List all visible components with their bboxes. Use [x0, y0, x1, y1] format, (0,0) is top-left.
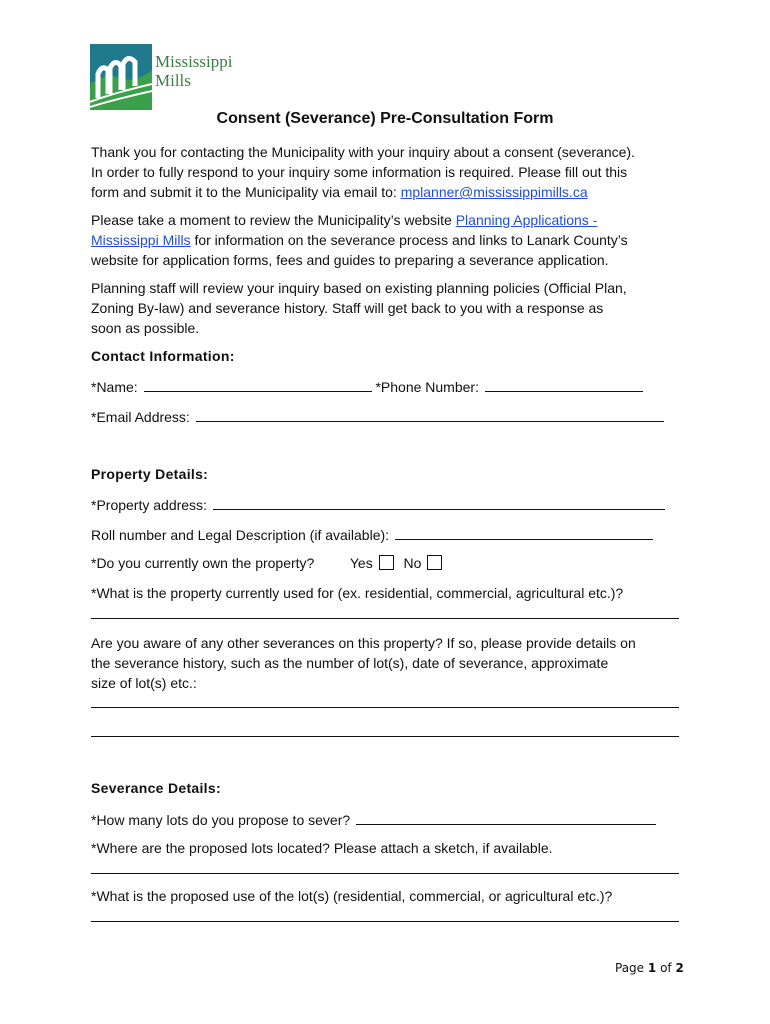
- name-phone-row: [91, 377, 643, 395]
- current-page: 1: [647, 961, 657, 975]
- lots-location-field[interactable]: [91, 873, 679, 874]
- planning-applications-link-cont[interactable]: Mississippi Mills: [91, 232, 191, 248]
- intro-line-3: form and submit it to the Municipality via email to: mplanner@mississippimills.ca: [91, 184, 588, 200]
- email-label: *Email Address:: [91, 409, 190, 425]
- contact-heading: Contact Information:: [91, 348, 235, 364]
- review-line-1: Please take a moment to review the Municipality’s website Planning Applications -: [91, 212, 598, 228]
- logo-wordmark: [155, 52, 232, 90]
- other-severances-question: [91, 633, 691, 693]
- phone-label: *Phone Number:: [375, 379, 479, 395]
- other-severances-field-1[interactable]: [91, 707, 679, 708]
- severance-heading: Severance Details:: [91, 780, 221, 796]
- logo-line-1: Mississippi: [155, 52, 233, 71]
- phone-field[interactable]: [485, 377, 643, 392]
- other-line-1: Are you aware of any other severances on this property? If so, please provide details on: [91, 635, 636, 651]
- other-line-2: the severance history, such as the number of lot(s), date of severance, approximate: [91, 655, 609, 671]
- other-severances-field-2[interactable]: [91, 736, 679, 737]
- lots-row: [91, 810, 656, 828]
- mississippi-mills-logo-mark: [90, 44, 152, 110]
- property-heading: Property Details:: [91, 466, 209, 482]
- own-row: [91, 555, 442, 571]
- staff-line-1: Planning staff will review your inquiry based on existing planning policies (Official Plan,: [91, 280, 627, 296]
- yes-label: Yes: [349, 555, 373, 571]
- lots-count-label: *How many lots do you propose to sever?: [91, 812, 351, 828]
- other-line-3: size of lot(s) etc.:: [91, 675, 197, 691]
- staff-paragraph: [91, 278, 691, 338]
- email-row: [91, 407, 664, 425]
- total-pages: 2: [675, 961, 684, 975]
- current-use-label: *What is the property currently used for (ex. residential, commercial, agricultural etc.)?: [91, 585, 624, 601]
- staff-line-2: Zoning By-law) and severance history. Staff will get back to you with a response as: [91, 300, 604, 316]
- yes-checkbox[interactable]: [379, 555, 394, 570]
- property-address-label: *Property address:: [91, 497, 207, 513]
- review-line-2: Mississippi Mills for information on the severance process and links to Lanark County’s: [91, 232, 628, 248]
- lots-location-label: *Where are the proposed lots located? Please attach a sketch, if available.: [91, 840, 553, 856]
- review-line-3: website for application forms, fees and guides to preparing a severance application.: [91, 252, 609, 268]
- email-link[interactable]: mplanner@mississippimills.ca: [400, 184, 588, 200]
- email-field[interactable]: [196, 407, 664, 422]
- intro-paragraph: [91, 142, 691, 202]
- roll-number-field[interactable]: [395, 525, 653, 540]
- roll-number-label: Roll number and Legal Description (if available):: [91, 527, 390, 543]
- staff-line-3: soon as possible.: [91, 320, 200, 336]
- name-label: *Name:: [91, 379, 138, 395]
- page-indicator: Page 1 of 2: [615, 961, 684, 975]
- own-property-label: *Do you currently own the property?: [91, 555, 315, 571]
- property-address-field[interactable]: [213, 495, 665, 510]
- roll-row: [91, 525, 653, 543]
- intro-line-1: Thank you for contacting the Municipality with your inquiry about a consent (severance).: [91, 144, 635, 160]
- logo-line-2: Mills: [155, 71, 191, 90]
- intro-line-2: In order to fully respond to your inquiry some information is required. Please fill out this: [91, 164, 628, 180]
- proposed-use-label: *What is the proposed use of the lot(s) (residential, commercial, or agricultural etc.)?: [91, 888, 613, 904]
- no-checkbox[interactable]: [427, 555, 442, 570]
- form-title: Consent (Severance) Pre-Consultation Form: [216, 110, 554, 127]
- address-row: [91, 495, 665, 513]
- current-use-field[interactable]: [91, 618, 679, 619]
- review-paragraph: [91, 210, 691, 270]
- proposed-use-field[interactable]: [91, 921, 679, 922]
- lots-count-field[interactable]: [356, 810, 656, 825]
- no-label: No: [403, 555, 422, 571]
- planning-applications-link[interactable]: Planning Applications -: [455, 212, 598, 228]
- name-field[interactable]: [144, 377, 372, 392]
